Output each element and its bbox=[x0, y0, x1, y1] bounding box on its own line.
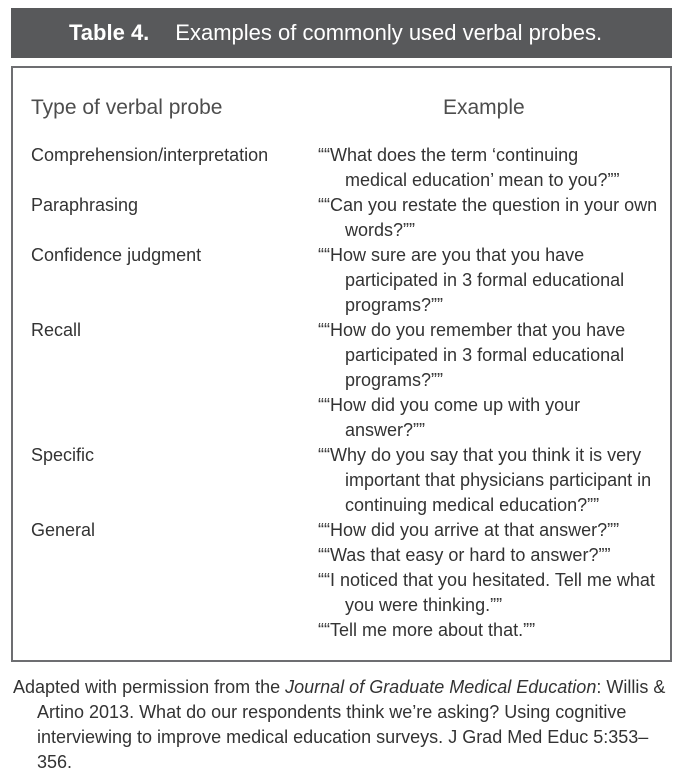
table-footnote bbox=[13, 675, 673, 775]
probe-type: General bbox=[31, 520, 96, 540]
example-text: ““How did you come up with your answer?”” bbox=[318, 395, 581, 440]
example-text: ““Was that easy or hard to answer?”” bbox=[318, 545, 611, 565]
example-text: ““What does the term ‘continuing medical education’ mean to you?”” bbox=[318, 145, 620, 190]
example-text: ““I noticed that you hesitated. Tell me what you were thinking.”” bbox=[318, 570, 655, 615]
table-number: Table 4. bbox=[69, 20, 150, 45]
example-text: ““Why do you say that you think it is very important that physicians participant in continuing medical education?”” bbox=[318, 445, 652, 515]
probe-type: Paraphrasing bbox=[31, 195, 139, 215]
probe-type: Recall bbox=[31, 320, 82, 340]
table-caption: Examples of commonly used verbal probes. bbox=[175, 20, 603, 45]
probe-examples bbox=[318, 318, 663, 443]
column-header-type: Type of verbal probe bbox=[31, 96, 223, 119]
footnote-journal: Journal of Graduate Medical Education bbox=[285, 677, 597, 697]
probe-type: Confidence judgment bbox=[31, 245, 202, 265]
example-text: ““Tell me more about that.”” bbox=[318, 620, 536, 640]
probe-examples bbox=[318, 443, 663, 518]
footnote-citation: : Willis & Artino 2013. What do our respondents think we’re asking? Using cognitive interviewing to improve medical education surveys. J Grad Med Educ 5:353–356. bbox=[37, 677, 666, 772]
example-text: ““How did you arrive at that answer?”” bbox=[318, 520, 620, 540]
example-text: ““Can you restate the question in your own words?”” bbox=[318, 195, 658, 240]
footnote-prefix: Adapted with permission from the bbox=[13, 677, 286, 697]
example-text: ““How sure are you that you have participated in 3 formal educational programs?”” bbox=[318, 245, 625, 315]
probe-examples bbox=[318, 193, 663, 243]
probe-examples bbox=[318, 518, 663, 643]
probe-type: Specific bbox=[31, 445, 95, 465]
example-text: ““How do you remember that you have participated in 3 formal educational programs?”” bbox=[318, 320, 626, 390]
probe-examples bbox=[318, 243, 663, 318]
column-header-example: Example bbox=[443, 96, 525, 119]
probe-type: Comprehension/interpretation bbox=[31, 145, 269, 165]
probe-examples bbox=[318, 143, 663, 193]
